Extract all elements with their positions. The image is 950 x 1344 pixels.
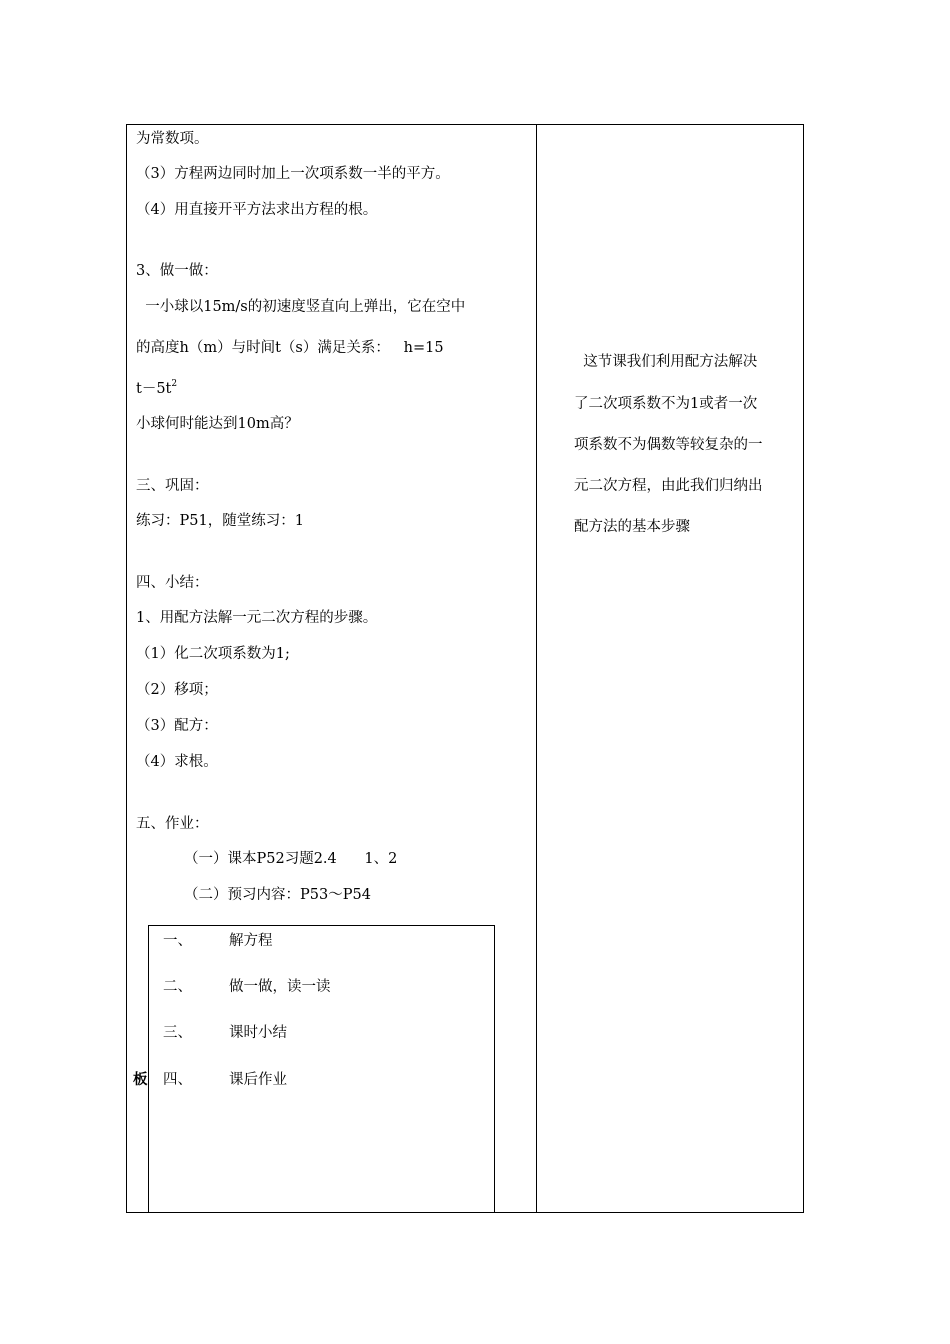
board-item-number: 四、: [163, 1072, 192, 1088]
section-heading: 四、小结：: [136, 575, 209, 591]
note-line: 项系数不为偶数等较复杂的一: [574, 437, 763, 453]
board-item-text: 课时小结: [229, 1025, 287, 1041]
text-line: 小球何时能达到10m高？: [136, 416, 299, 432]
note-line: 配方法的基本步骤: [574, 519, 690, 535]
list-item: （3）配方：: [136, 718, 218, 734]
section-heading: 三、巩固：: [136, 478, 209, 494]
note-line: 元二次方程，由此我们归纳出: [574, 478, 763, 494]
board-item-number: 三、: [163, 1025, 192, 1041]
formula-line: [136, 380, 177, 398]
section-heading: 五、作业：: [136, 816, 209, 832]
list-item: （2）移项；: [136, 682, 218, 698]
text-line: （4）用直接开平方法求出方程的根。: [136, 202, 378, 218]
list-item: （4）求根。: [136, 754, 218, 770]
board-side-label: 板: [133, 1072, 148, 1088]
blackboard-box: [148, 925, 495, 1213]
text-line: 的高度h（m）与时间t（s）满足关系： h=15: [136, 340, 444, 356]
note-line: 了二次项系数不为1或者一次: [574, 396, 758, 412]
column-divider: [536, 124, 537, 1213]
list-item: （1）化二次项系数为1;: [136, 646, 290, 662]
formula-exponent: 2: [171, 379, 178, 389]
section-heading: 3、做一做：: [136, 263, 218, 279]
board-item-text: 做一做，读一读: [229, 979, 331, 995]
text-line: 1、用配方法解一元二次方程的步骤。: [136, 610, 378, 626]
board-item-number: 一、: [163, 933, 192, 949]
note-line: 这节课我们利用配方法解决: [574, 354, 758, 370]
board-item-text: 解方程: [229, 933, 273, 949]
text-line: 练习：P51，随堂练习：1: [136, 513, 304, 529]
text-line: 为常数项。: [136, 131, 209, 147]
board-item-text: 课后作业: [229, 1072, 287, 1088]
text-line: （3）方程两边同时加上一次项系数一半的平方。: [136, 166, 450, 182]
homework-item: （二）预习内容：P53～P54: [184, 887, 371, 903]
text-line: 一小球以15m/s的初速度竖直向上弹出，它在空中: [136, 299, 466, 315]
formula-text: t－5t: [136, 381, 172, 397]
board-item-number: 二、: [163, 979, 192, 995]
homework-item: （一）课本P52习题2.4 1、2: [184, 851, 398, 867]
